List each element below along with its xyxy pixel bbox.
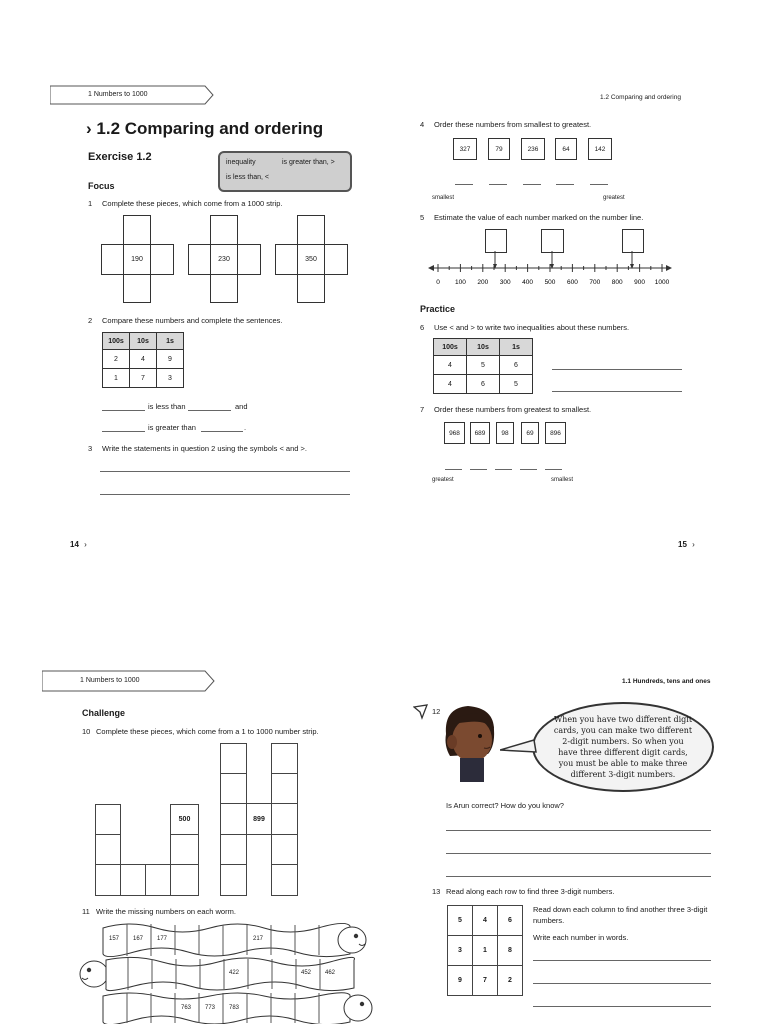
answer-line[interactable]: [102, 410, 145, 411]
keyword-box: [218, 151, 352, 192]
table-cell: 9: [157, 350, 184, 369]
grid-cell: 7: [472, 965, 498, 996]
q6-place-value-table: [433, 338, 533, 394]
q2-place-value-table: [102, 332, 184, 388]
page14-header: 1 Numbers to 1000: [88, 91, 148, 98]
answer-line[interactable]: [590, 184, 608, 185]
q6-text: 6 Use < and > to write two inequalities about these numbers.: [420, 323, 630, 332]
col-header: 10s: [130, 333, 157, 350]
number-line-label: 600: [566, 279, 578, 286]
number-card: 896: [545, 422, 566, 444]
worm-number: 783: [229, 1005, 240, 1011]
q7-text: 7 Order these numbers from greatest to smallest.: [420, 405, 592, 414]
strip-cell[interactable]: [170, 864, 199, 896]
cross-cell[interactable]: [210, 274, 238, 303]
q12-question: Is Arun correct? How do you know?: [446, 801, 564, 810]
grid-cell: 5: [447, 905, 473, 936]
answer-line[interactable]: [523, 184, 541, 185]
strip-cell[interactable]: [271, 834, 298, 865]
number-card: 142: [588, 138, 612, 160]
sentence2-mid: is greater than: [148, 423, 196, 432]
table-cell: 4: [434, 356, 467, 375]
answer-line[interactable]: [545, 469, 562, 470]
number-line-label: 500: [544, 279, 556, 286]
page-arrow-icon: ›: [692, 540, 695, 549]
answer-line[interactable]: [470, 469, 487, 470]
col-header: 1s: [157, 333, 184, 350]
answer-line[interactable]: [100, 471, 350, 472]
q12-number: 12: [432, 707, 441, 716]
exercise-heading: Exercise 1.2: [88, 151, 152, 163]
smallest-label: smallest: [432, 195, 455, 201]
cross-cell[interactable]: [123, 215, 151, 245]
q10-text: 10 Complete these pieces, which come from a 1 to 1000 number strip.: [82, 727, 319, 736]
answer-line[interactable]: [201, 431, 243, 432]
q13-words-instruction: Write each number in words.: [533, 933, 629, 942]
strip-cell[interactable]: [95, 864, 121, 896]
page-arrow-icon: ›: [84, 540, 87, 549]
number-line-label: 200: [477, 279, 489, 286]
table-cell: 5: [467, 356, 500, 375]
answer-line[interactable]: [102, 431, 145, 432]
page15-header: 1.2 Comparing and ordering: [600, 94, 681, 101]
q4-text: 4 Order these numbers from smallest to greatest.: [420, 120, 592, 129]
answer-line[interactable]: [552, 391, 682, 392]
answer-line[interactable]: [533, 983, 711, 984]
greatest-label: greatest: [432, 477, 454, 483]
worm-number: 773: [205, 1005, 216, 1011]
strip-cell[interactable]: [95, 834, 121, 865]
cross-cell[interactable]: [297, 274, 325, 303]
answer-line[interactable]: [446, 853, 711, 854]
thinking-icon: [413, 704, 429, 720]
table-cell: 1: [103, 369, 130, 388]
strip-cell[interactable]: [145, 864, 171, 896]
page14-title: [86, 119, 323, 139]
page-br-header: 1.1 Hundreds, tens and ones: [622, 678, 711, 685]
table-cell: 4: [130, 350, 157, 369]
number-card: 327: [453, 138, 477, 160]
strip-cell[interactable]: [271, 773, 298, 804]
strip-cell[interactable]: [271, 803, 298, 835]
cross-cell[interactable]: [123, 274, 151, 303]
number-card: 98: [496, 422, 514, 444]
grid-cell: 2: [497, 965, 523, 996]
answer-line[interactable]: [552, 369, 682, 370]
strip-cell[interactable]: [220, 743, 247, 774]
col-header: 100s: [103, 333, 130, 350]
number-card: 689: [470, 422, 490, 444]
number-line-label: 300: [499, 279, 511, 286]
greatest-label: greatest: [603, 195, 625, 201]
strip-cell[interactable]: [220, 834, 247, 865]
speech-bubble: When you have two different digit cards, you can make two different 2-digit numbers. So when you have three different digit cards, you must be able to make three different 3-digit numbers.: [532, 702, 714, 792]
focus-heading: Focus: [88, 181, 115, 191]
table-cell: 3: [157, 369, 184, 388]
answer-line[interactable]: [446, 876, 711, 877]
table-cell: 6: [467, 375, 500, 394]
answer-line[interactable]: [520, 469, 537, 470]
strip-cell[interactable]: [271, 743, 298, 774]
answer-line[interactable]: [533, 1006, 711, 1007]
answer-line[interactable]: [100, 494, 350, 495]
page-bl-header: 1 Numbers to 1000: [80, 677, 140, 684]
strip-cell[interactable]: [220, 773, 247, 804]
cross-cell[interactable]: [297, 215, 325, 245]
number-line-label: 100: [454, 279, 466, 286]
worm-number: 157: [109, 936, 120, 942]
col-header: 100s: [434, 339, 467, 356]
grid-cell: 8: [497, 935, 523, 966]
col-header: 10s: [467, 339, 500, 356]
title-arrow-icon: ›: [86, 119, 92, 138]
strip-cell[interactable]: [95, 804, 121, 835]
number-line-label: 800: [611, 279, 623, 286]
grid-cell: 6: [497, 905, 523, 936]
keyword-inequality: inequality: [226, 159, 256, 166]
worm-number: 177: [157, 936, 168, 942]
sentence2-end: .: [244, 423, 247, 432]
worm-number: 422: [229, 970, 240, 976]
bubble-tail: [500, 738, 540, 758]
sentence1-end: and: [235, 402, 248, 411]
strip-cell[interactable]: [271, 864, 298, 896]
q2-text: 2 Compare these numbers and complete the sentences.: [88, 316, 283, 325]
table-cell: 2: [103, 350, 130, 369]
number-line-label: 1000: [654, 279, 670, 286]
number-card: 968: [444, 422, 465, 444]
strip-cell[interactable]: [220, 803, 247, 835]
q5-text: 5 Estimate the value of each number marked on the number line.: [420, 213, 644, 222]
number-line: [428, 248, 673, 290]
answer-line[interactable]: [533, 960, 711, 961]
table-cell: 7: [130, 369, 157, 388]
strip-value: 500: [170, 804, 199, 835]
grid-cell: 4: [472, 905, 498, 936]
cross-value: 230: [210, 244, 238, 275]
answer-line[interactable]: [489, 184, 507, 185]
worm-number: 167: [133, 936, 144, 942]
answer-line[interactable]: [188, 410, 231, 411]
worm-number: 452: [301, 970, 312, 976]
table-cell: 6: [500, 356, 533, 375]
number-card: 236: [521, 138, 545, 160]
page-number-15: 15 ›: [678, 540, 695, 549]
q1-text: 1 Complete these pieces, which come from a 1000 strip.: [88, 199, 283, 208]
answer-line[interactable]: [446, 830, 711, 831]
practice-heading: Practice: [420, 304, 456, 314]
keyword-less: is less than, <: [226, 174, 269, 181]
q13-text: 13 Read along each row to find three 3-digit numbers.: [432, 887, 615, 896]
strip-cell[interactable]: [220, 864, 247, 896]
table-cell: 4: [434, 375, 467, 394]
cross-cell[interactable]: [210, 215, 238, 245]
smallest-label: smallest: [551, 477, 574, 483]
grid-cell: 1: [472, 935, 498, 966]
sentence1-mid: is less than: [148, 402, 186, 411]
q3-text: 3 Write the statements in question 2 using the symbols < and >.: [88, 444, 307, 453]
grid-cell: 3: [447, 935, 473, 966]
worm-2: [78, 954, 358, 994]
answer-line[interactable]: [445, 469, 462, 470]
number-line-label: 700: [589, 279, 601, 286]
strip-cell[interactable]: [120, 864, 146, 896]
answer-line[interactable]: [556, 184, 574, 185]
number-card: 79: [488, 138, 510, 160]
grid-cell: 9: [447, 965, 473, 996]
q13-side-instruction: Read down each column to find another three 3-digit numbers.: [533, 905, 708, 925]
page-number-14: 14 ›: [70, 540, 87, 549]
cross-value: 190: [123, 244, 151, 275]
number-line-label: 400: [522, 279, 534, 286]
table-cell: 5: [500, 375, 533, 394]
number-card: 69: [521, 422, 539, 444]
strip-value: 899: [246, 803, 272, 835]
number-line-label: 900: [634, 279, 646, 286]
worm-number: 217: [253, 936, 264, 942]
keyword-greater: is greater than, >: [282, 159, 335, 166]
challenge-heading: Challenge: [82, 708, 126, 718]
strip-cell[interactable]: [170, 834, 199, 865]
answer-line[interactable]: [495, 469, 512, 470]
col-header: 1s: [500, 339, 533, 356]
boy-avatar: [440, 702, 500, 782]
number-card: 64: [555, 138, 577, 160]
worm-number: 763: [181, 1005, 192, 1011]
section-title: 1.2 Comparing and ordering: [96, 119, 324, 138]
q11-text: 11 Write the missing numbers on each worm.: [82, 907, 236, 916]
answer-line[interactable]: [455, 184, 473, 185]
number-line-label: 0: [436, 279, 440, 286]
worm-number: 462: [325, 970, 336, 976]
cross-value: 350: [297, 244, 325, 275]
